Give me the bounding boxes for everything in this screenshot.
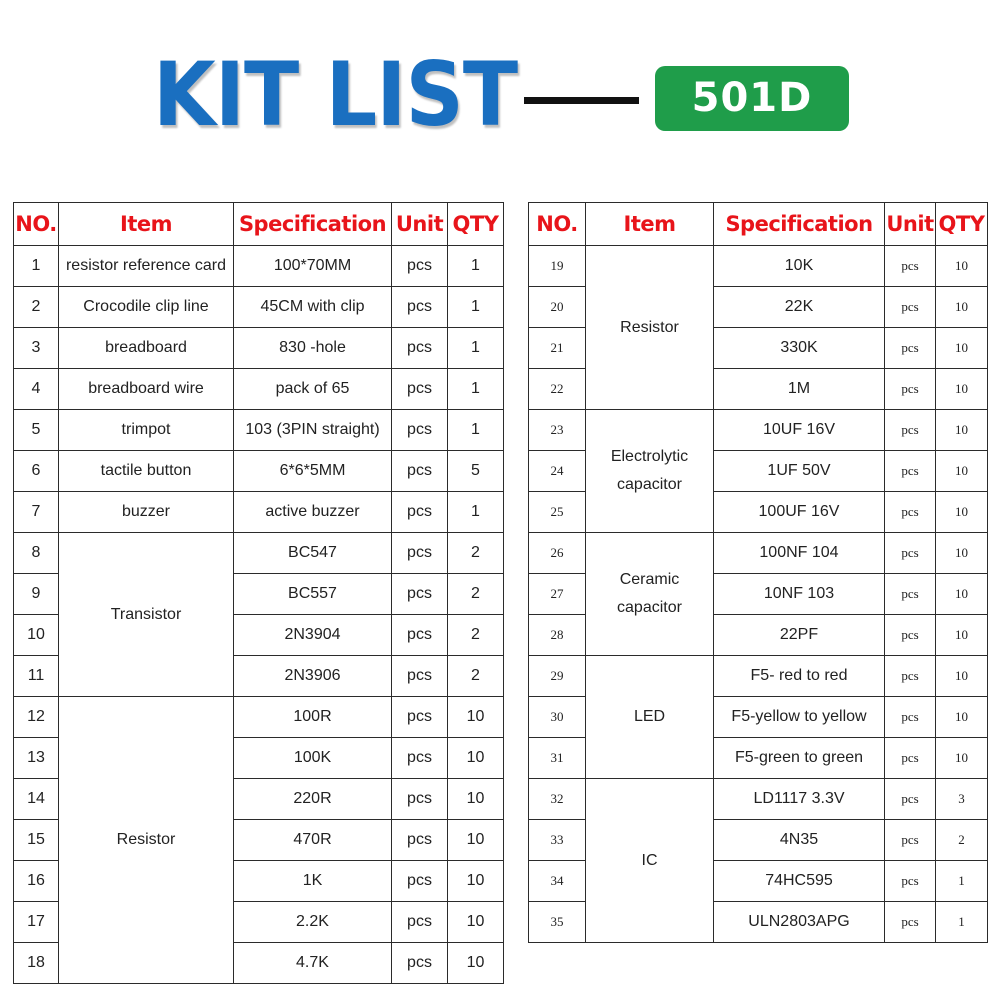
table-row — [14, 533, 504, 574]
cell-specification: 10UF 16V — [714, 410, 885, 451]
cell-no: 34 — [529, 861, 586, 902]
cell-item: Electrolytic capacitor — [586, 410, 714, 533]
cell-unit: pcs — [885, 328, 936, 369]
cell-specification: F5- red to red — [714, 656, 885, 697]
cell-qty: 2 — [448, 533, 504, 574]
cell-qty: 1 — [936, 902, 988, 943]
cell-specification: 830 -hole — [234, 328, 392, 369]
cell-item: IC — [586, 779, 714, 943]
cell-no: 2 — [14, 287, 59, 328]
cell-no: 9 — [14, 574, 59, 615]
cell-qty: 10 — [936, 615, 988, 656]
cell-specification: 10K — [714, 246, 885, 287]
cell-no: 8 — [14, 533, 59, 574]
cell-qty: 5 — [448, 451, 504, 492]
cell-specification: 100UF 16V — [714, 492, 885, 533]
cell-specification: 470R — [234, 820, 392, 861]
cell-unit: pcs — [392, 779, 448, 820]
cell-specification: 2N3906 — [234, 656, 392, 697]
cell-qty: 10 — [936, 738, 988, 779]
cell-unit: pcs — [885, 820, 936, 861]
cell-specification: ULN2803APG — [714, 902, 885, 943]
cell-qty: 10 — [936, 287, 988, 328]
cell-item: Resistor — [59, 697, 234, 984]
cell-specification: 22K — [714, 287, 885, 328]
cell-specification: 45CM with clip — [234, 287, 392, 328]
cell-specification: 100K — [234, 738, 392, 779]
cell-specification: 4N35 — [714, 820, 885, 861]
cell-unit: pcs — [392, 574, 448, 615]
cell-specification: pack of 65 — [234, 369, 392, 410]
cell-unit: pcs — [885, 410, 936, 451]
cell-no: 18 — [14, 943, 59, 984]
cell-unit: pcs — [885, 902, 936, 943]
cell-qty: 10 — [936, 533, 988, 574]
column-header-qty: QTY — [448, 203, 504, 246]
cell-item: LED — [586, 656, 714, 779]
table-row — [14, 328, 504, 369]
table-row — [14, 287, 504, 328]
table-row — [14, 492, 504, 533]
cell-unit: pcs — [392, 902, 448, 943]
cell-no: 21 — [529, 328, 586, 369]
cell-qty: 2 — [448, 574, 504, 615]
cell-item: buzzer — [59, 492, 234, 533]
cell-specification: 2N3904 — [234, 615, 392, 656]
cell-no: 10 — [14, 615, 59, 656]
cell-no: 17 — [14, 902, 59, 943]
cell-item: Resistor — [586, 246, 714, 410]
cell-specification: 6*6*5MM — [234, 451, 392, 492]
cell-no: 24 — [529, 451, 586, 492]
cell-unit: pcs — [885, 738, 936, 779]
kit-table-left — [13, 202, 504, 984]
table-row — [529, 410, 988, 451]
cell-qty: 1 — [448, 328, 504, 369]
cell-unit: pcs — [885, 533, 936, 574]
cell-unit: pcs — [885, 697, 936, 738]
cell-unit: pcs — [392, 369, 448, 410]
cell-qty: 2 — [448, 615, 504, 656]
cell-unit: pcs — [885, 861, 936, 902]
cell-qty: 1 — [936, 861, 988, 902]
cell-no: 3 — [14, 328, 59, 369]
table-row — [14, 369, 504, 410]
cell-unit: pcs — [392, 697, 448, 738]
cell-no: 5 — [14, 410, 59, 451]
cell-unit: pcs — [392, 451, 448, 492]
cell-no: 35 — [529, 902, 586, 943]
model-badge: 501D — [655, 66, 849, 131]
cell-qty: 10 — [448, 943, 504, 984]
cell-unit: pcs — [392, 861, 448, 902]
table-header-row — [529, 203, 988, 246]
cell-specification: 330K — [714, 328, 885, 369]
cell-qty: 10 — [448, 861, 504, 902]
cell-item: tactile button — [59, 451, 234, 492]
cell-qty: 1 — [448, 410, 504, 451]
cell-unit: pcs — [885, 574, 936, 615]
table-row — [14, 451, 504, 492]
title-dash — [524, 97, 639, 104]
table-row — [14, 697, 504, 738]
cell-qty: 10 — [448, 902, 504, 943]
cell-no: 20 — [529, 287, 586, 328]
cell-no: 13 — [14, 738, 59, 779]
cell-specification: 1K — [234, 861, 392, 902]
column-header-qty: QTY — [936, 203, 988, 246]
cell-specification: 74HC595 — [714, 861, 885, 902]
cell-item: Crocodile clip line — [59, 287, 234, 328]
cell-unit: pcs — [392, 533, 448, 574]
cell-no: 26 — [529, 533, 586, 574]
cell-qty: 10 — [936, 492, 988, 533]
cell-qty: 10 — [936, 574, 988, 615]
cell-no: 15 — [14, 820, 59, 861]
cell-item: resistor reference card — [59, 246, 234, 287]
cell-unit: pcs — [392, 656, 448, 697]
cell-specification: 10NF 103 — [714, 574, 885, 615]
table-header-row — [14, 203, 504, 246]
cell-qty: 1 — [448, 369, 504, 410]
cell-no: 28 — [529, 615, 586, 656]
kit-table-right-body — [529, 246, 988, 943]
cell-no: 27 — [529, 574, 586, 615]
cell-specification: active buzzer — [234, 492, 392, 533]
cell-no: 6 — [14, 451, 59, 492]
cell-no: 32 — [529, 779, 586, 820]
cell-unit: pcs — [392, 492, 448, 533]
cell-no: 25 — [529, 492, 586, 533]
cell-specification: 2.2K — [234, 902, 392, 943]
cell-qty: 10 — [936, 328, 988, 369]
cell-specification: 100R — [234, 697, 392, 738]
cell-no: 22 — [529, 369, 586, 410]
cell-specification: 22PF — [714, 615, 885, 656]
cell-unit: pcs — [885, 492, 936, 533]
cell-specification: F5-green to green — [714, 738, 885, 779]
cell-qty: 10 — [936, 246, 988, 287]
table-row — [529, 533, 988, 574]
cell-qty: 10 — [448, 820, 504, 861]
cell-qty: 10 — [936, 369, 988, 410]
cell-unit: pcs — [392, 615, 448, 656]
cell-unit: pcs — [885, 615, 936, 656]
cell-specification: F5-yellow to yellow — [714, 697, 885, 738]
kit-table-left-body — [14, 246, 504, 984]
table-row — [14, 246, 504, 287]
cell-specification: 1UF 50V — [714, 451, 885, 492]
cell-qty: 1 — [448, 492, 504, 533]
cell-specification: BC547 — [234, 533, 392, 574]
cell-no: 31 — [529, 738, 586, 779]
cell-qty: 10 — [448, 779, 504, 820]
cell-unit: pcs — [392, 738, 448, 779]
cell-no: 16 — [14, 861, 59, 902]
cell-qty: 2 — [936, 820, 988, 861]
cell-unit: pcs — [885, 246, 936, 287]
column-header-no: NO. — [529, 203, 586, 246]
cell-item: Transistor — [59, 533, 234, 697]
cell-no: 23 — [529, 410, 586, 451]
cell-qty: 1 — [448, 287, 504, 328]
cell-unit: pcs — [885, 287, 936, 328]
cell-unit: pcs — [885, 369, 936, 410]
cell-qty: 3 — [936, 779, 988, 820]
cell-specification: LD1117 3.3V — [714, 779, 885, 820]
cell-no: 29 — [529, 656, 586, 697]
cell-no: 33 — [529, 820, 586, 861]
cell-item: trimpot — [59, 410, 234, 451]
cell-specification: 100*70MM — [234, 246, 392, 287]
column-header-unit: Unit — [392, 203, 448, 246]
cell-no: 1 — [14, 246, 59, 287]
cell-unit: pcs — [885, 656, 936, 697]
cell-unit: pcs — [392, 820, 448, 861]
table-row — [14, 410, 504, 451]
cell-qty: 10 — [936, 410, 988, 451]
cell-qty: 2 — [448, 656, 504, 697]
cell-specification: BC557 — [234, 574, 392, 615]
cell-no: 19 — [529, 246, 586, 287]
cell-item: breadboard — [59, 328, 234, 369]
cell-specification: 4.7K — [234, 943, 392, 984]
column-header-no: NO. — [14, 203, 59, 246]
column-header-specification: Specification — [714, 203, 885, 246]
cell-no: 30 — [529, 697, 586, 738]
table-row — [529, 246, 988, 287]
cell-unit: pcs — [392, 410, 448, 451]
column-header-unit: Unit — [885, 203, 936, 246]
table-row — [529, 779, 988, 820]
cell-unit: pcs — [885, 779, 936, 820]
cell-unit: pcs — [392, 287, 448, 328]
cell-unit: pcs — [885, 451, 936, 492]
column-header-item: Item — [59, 203, 234, 246]
cell-unit: pcs — [392, 328, 448, 369]
cell-unit: pcs — [392, 943, 448, 984]
cell-item: Ceramic capacitor — [586, 533, 714, 656]
column-header-item: Item — [586, 203, 714, 246]
column-header-specification: Specification — [234, 203, 392, 246]
cell-no: 4 — [14, 369, 59, 410]
cell-qty: 10 — [936, 656, 988, 697]
cell-specification: 1M — [714, 369, 885, 410]
cell-specification: 103 (3PIN straight) — [234, 410, 392, 451]
cell-no: 14 — [14, 779, 59, 820]
cell-unit: pcs — [392, 246, 448, 287]
cell-qty: 1 — [448, 246, 504, 287]
cell-qty: 10 — [448, 697, 504, 738]
cell-item: breadboard wire — [59, 369, 234, 410]
cell-no: 12 — [14, 697, 59, 738]
table-row — [529, 656, 988, 697]
page-title: KIT LIST — [153, 43, 518, 146]
cell-qty: 10 — [448, 738, 504, 779]
cell-specification: 100NF 104 — [714, 533, 885, 574]
cell-qty: 10 — [936, 451, 988, 492]
cell-no: 7 — [14, 492, 59, 533]
cell-qty: 10 — [936, 697, 988, 738]
cell-no: 11 — [14, 656, 59, 697]
kit-table-right — [528, 202, 988, 943]
cell-specification: 220R — [234, 779, 392, 820]
